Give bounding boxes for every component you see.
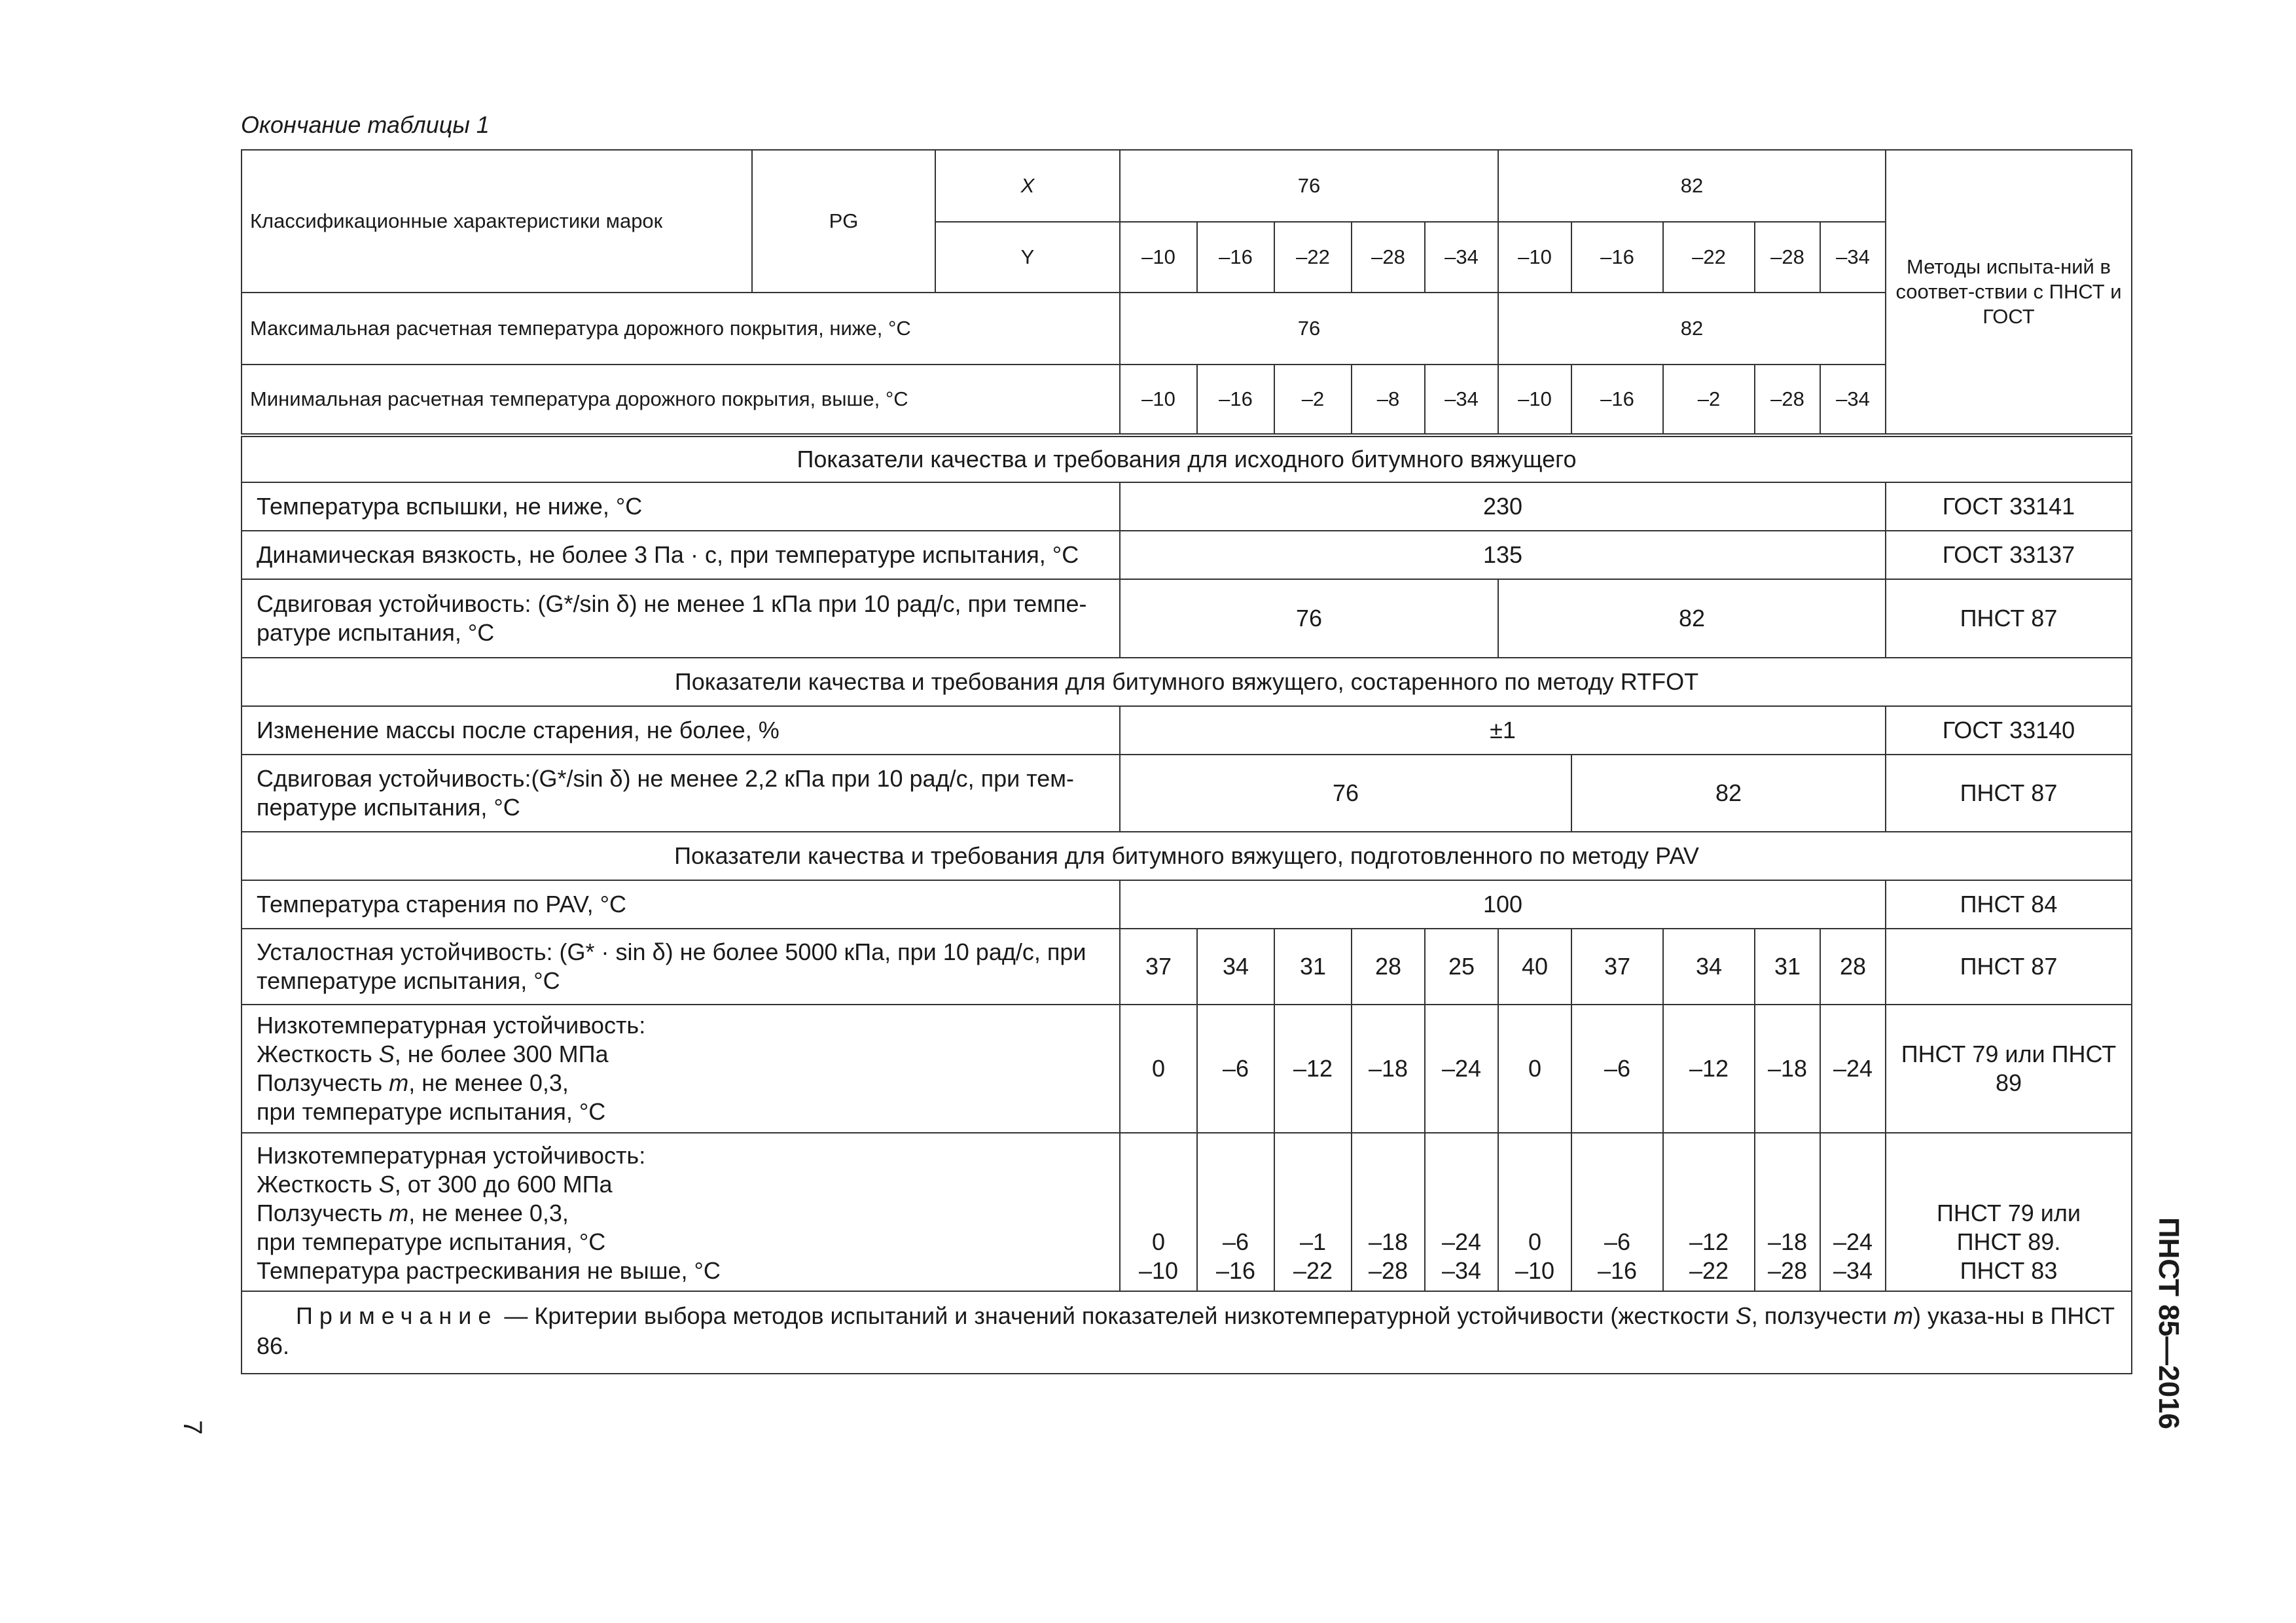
lowtemp1-value: –24 bbox=[1820, 1005, 1886, 1133]
lowtemp2-line bbox=[257, 1199, 1111, 1228]
shear1-value-82: 82 bbox=[1498, 579, 1886, 658]
max-temp-label: Максимальная расчетная температура дорожного покрытия, ниже, °C bbox=[242, 293, 1120, 365]
lowtemp2-value-top: –6 bbox=[1604, 1228, 1631, 1255]
y-value-cell: –16 bbox=[1197, 222, 1274, 293]
note-symbol-s: S bbox=[1735, 1302, 1751, 1329]
lowtemp1-value: –12 bbox=[1274, 1005, 1352, 1133]
section-title-pav: Показатели качества и требования для битумного вяжущего, подготовленного по методу PAV bbox=[242, 832, 2132, 880]
min-temp-value: –28 bbox=[1755, 365, 1820, 435]
mass-label: Изменение массы после старения, не более, % bbox=[242, 706, 1120, 755]
lowtemp2-value-cell bbox=[1274, 1133, 1352, 1291]
methods-header-cell: Методы испыта-ний в соответ-ствии с ПНСТ и ГОСТ bbox=[1886, 150, 2132, 435]
lowtemp2-method bbox=[1886, 1133, 2132, 1291]
min-temp-value: –2 bbox=[1274, 365, 1352, 435]
lowtemp2-value-top: 0 bbox=[1528, 1228, 1542, 1255]
lowtemp2-text: Жесткость bbox=[257, 1171, 379, 1198]
min-temp-value: –10 bbox=[1498, 365, 1571, 435]
lowtemp1-value: 0 bbox=[1120, 1005, 1197, 1133]
pav-temp-row bbox=[242, 880, 2132, 929]
lowtemp2-value-cell bbox=[1498, 1133, 1571, 1291]
fatigue-value: 28 bbox=[1820, 929, 1886, 1005]
shear1-method: ПНСТ 87 bbox=[1886, 579, 2132, 658]
fatigue-value: 31 bbox=[1274, 929, 1352, 1005]
max-temp-76: 76 bbox=[1120, 293, 1498, 365]
flash-value: 230 bbox=[1120, 482, 1886, 531]
lowtemp1-value: –6 bbox=[1197, 1005, 1274, 1133]
lowtemp2-symbol-m: m bbox=[389, 1200, 409, 1226]
lowtemp1-line: при температуре испытания, °C bbox=[257, 1098, 606, 1125]
shear2-label: Сдвиговая устойчивость:(G*/sin δ) не менее 2,2 кПа при 10 рад/с, при тем-пературе испытания, °C bbox=[242, 755, 1120, 832]
lowtemp2-value-cell bbox=[1571, 1133, 1663, 1291]
lowtemp1-symbol-s: S bbox=[378, 1041, 395, 1067]
x-value-76: 76 bbox=[1120, 150, 1498, 222]
fatigue-value: 34 bbox=[1197, 929, 1274, 1005]
note-symbol-m: m bbox=[1893, 1302, 1913, 1329]
section-title-rtfot: Показатели качества и требования для битумного вяжущего, состаренного по методу RTFOT bbox=[242, 658, 2132, 706]
note-row bbox=[242, 1291, 2132, 1374]
lowtemp2-line bbox=[257, 1170, 1111, 1199]
fatigue-value: 25 bbox=[1425, 929, 1498, 1005]
lowtemp1-text: , не более 300 МПа bbox=[394, 1041, 609, 1067]
viscosity-row bbox=[242, 531, 2132, 579]
fatigue-label: Усталостная устойчивость: (G* · sin δ) не более 5000 кПа, при 10 рад/с, при температуре испытания, °C bbox=[242, 929, 1120, 1005]
class-label-cell: Классификационные характеристики марок bbox=[242, 150, 752, 293]
y-value-cell: –10 bbox=[1498, 222, 1571, 293]
viscosity-label: Динамическая вязкость, не более 3 Па · с, при температуре испытания, °C bbox=[242, 531, 1120, 579]
lowtemp2-line: Низкотемпературная устойчивость: bbox=[257, 1142, 646, 1169]
lowtemp2-row bbox=[242, 1133, 2132, 1291]
lowtemp2-text: , от 300 до 600 МПа bbox=[394, 1171, 613, 1198]
lowtemp2-value-cell bbox=[1352, 1133, 1425, 1291]
lowtemp2-value-bottom: –22 bbox=[1293, 1257, 1333, 1284]
fatigue-value: 34 bbox=[1663, 929, 1755, 1005]
fatigue-row bbox=[242, 929, 2132, 1005]
min-temp-value: –10 bbox=[1120, 365, 1197, 435]
note-label: Примечание bbox=[296, 1302, 498, 1329]
mass-value: ±1 bbox=[1120, 706, 1886, 755]
lowtemp1-value: –18 bbox=[1352, 1005, 1425, 1133]
y-value-cell: –22 bbox=[1663, 222, 1755, 293]
lowtemp2-value-bottom: –10 bbox=[1515, 1257, 1555, 1284]
section-row-original bbox=[242, 435, 2132, 482]
shear2-value-76: 76 bbox=[1120, 755, 1571, 832]
lowtemp1-line: Низкотемпературная устойчивость: bbox=[257, 1012, 646, 1039]
lowtemp2-value-top: 0 bbox=[1151, 1228, 1166, 1255]
lowtemp1-label bbox=[242, 1005, 1120, 1133]
lowtemp1-value: –6 bbox=[1571, 1005, 1663, 1133]
flash-row bbox=[242, 482, 2132, 531]
lowtemp2-value-top: –18 bbox=[1767, 1228, 1808, 1255]
lowtemp2-value-bottom: –28 bbox=[1368, 1257, 1408, 1284]
y-value-cell: –16 bbox=[1571, 222, 1663, 293]
lowtemp1-value: –18 bbox=[1755, 1005, 1820, 1133]
lowtemp2-value-bottom: –34 bbox=[1441, 1257, 1482, 1284]
y-label-cell: Y bbox=[935, 222, 1120, 293]
x-value-82: 82 bbox=[1498, 150, 1886, 222]
note-text-end: ) указа-ны в ПНСТ 86. bbox=[257, 1302, 2115, 1359]
viscosity-method: ГОСТ 33137 bbox=[1886, 531, 2132, 579]
fatigue-value: 28 bbox=[1352, 929, 1425, 1005]
pg-cell: PG bbox=[752, 150, 935, 293]
lowtemp2-value-bottom: –16 bbox=[1215, 1257, 1256, 1284]
lowtemp2-text: Ползучесть bbox=[257, 1200, 389, 1226]
lowtemp1-method: ПНСТ 79 или ПНСТ 89 bbox=[1886, 1005, 2132, 1133]
section-row-pav bbox=[242, 832, 2132, 880]
min-temp-value: –34 bbox=[1820, 365, 1886, 435]
min-temp-value: –8 bbox=[1352, 365, 1425, 435]
lowtemp1-text: Жесткость bbox=[257, 1041, 379, 1067]
lowtemp2-value-bottom: –16 bbox=[1597, 1257, 1638, 1284]
lowtemp2-value-top: –24 bbox=[1441, 1228, 1482, 1255]
pav-temp-label: Температура старения по PAV, °C bbox=[242, 880, 1120, 929]
viscosity-value: 135 bbox=[1120, 531, 1886, 579]
lowtemp2-method-line: ПНСТ 83 bbox=[1960, 1257, 2058, 1284]
note-text-mid: , ползучести bbox=[1751, 1302, 1893, 1329]
flash-method: ГОСТ 33141 bbox=[1886, 482, 2132, 531]
flash-label: Температура вспышки, не ниже, °C bbox=[242, 482, 1120, 531]
min-temp-value: –16 bbox=[1197, 365, 1274, 435]
lowtemp1-line bbox=[257, 1040, 1111, 1069]
note-text: — Критерии выбора методов испытаний и значений показателей низкотемпературной устойчивости (жесткости bbox=[497, 1302, 1736, 1329]
shear2-value-82: 82 bbox=[1571, 755, 1886, 832]
document-code: ПНСТ 85—2016 bbox=[2153, 1217, 2185, 1430]
lowtemp1-line bbox=[257, 1069, 1111, 1097]
lowtemp2-value-top: –1 bbox=[1299, 1228, 1327, 1255]
section-title-original: Показатели качества и требования для исходного битумного вяжущего bbox=[242, 435, 2132, 482]
lowtemp2-value-top: –6 bbox=[1222, 1228, 1249, 1255]
lowtemp1-value: 0 bbox=[1498, 1005, 1571, 1133]
lowtemp1-value: –24 bbox=[1425, 1005, 1498, 1133]
mass-row bbox=[242, 706, 2132, 755]
lowtemp2-value-bottom: –28 bbox=[1767, 1257, 1808, 1284]
shear2-method: ПНСТ 87 bbox=[1886, 755, 2132, 832]
fatigue-value: 37 bbox=[1120, 929, 1197, 1005]
lowtemp2-line: Температура растрескивания не выше, °C bbox=[257, 1257, 721, 1284]
min-temp-value: –2 bbox=[1663, 365, 1755, 435]
y-value-cell: –28 bbox=[1352, 222, 1425, 293]
pav-temp-value: 100 bbox=[1120, 880, 1886, 929]
min-temp-value: –16 bbox=[1571, 365, 1663, 435]
lowtemp2-method-line: ПНСТ 79 или bbox=[1937, 1200, 2081, 1226]
lowtemp2-line: при температуре испытания, °C bbox=[257, 1228, 606, 1255]
shear1-value-76: 76 bbox=[1120, 579, 1498, 658]
lowtemp1-value: –12 bbox=[1663, 1005, 1755, 1133]
max-temp-82: 82 bbox=[1498, 293, 1886, 365]
shear1-row bbox=[242, 579, 2132, 658]
fatigue-value: 40 bbox=[1498, 929, 1571, 1005]
lowtemp2-value-bottom: –22 bbox=[1689, 1257, 1729, 1284]
max-temp-row bbox=[242, 293, 2132, 365]
fatigue-value: 37 bbox=[1571, 929, 1663, 1005]
lowtemp2-value-bottom: –10 bbox=[1138, 1257, 1179, 1284]
lowtemp2-value-top: –12 bbox=[1689, 1228, 1729, 1255]
y-value-cell: –34 bbox=[1425, 222, 1498, 293]
lowtemp2-value-cell bbox=[1663, 1133, 1755, 1291]
lowtemp2-value-top: –24 bbox=[1833, 1228, 1873, 1255]
lowtemp1-text: , не менее 0,3, bbox=[408, 1069, 569, 1096]
table-note bbox=[242, 1291, 2132, 1374]
lowtemp2-value-cell bbox=[1197, 1133, 1274, 1291]
lowtemp2-value-cell bbox=[1425, 1133, 1498, 1291]
lowtemp2-label bbox=[242, 1133, 1120, 1291]
lowtemp1-symbol-m: m bbox=[389, 1069, 409, 1096]
lowtemp2-value-bottom: –34 bbox=[1833, 1257, 1873, 1284]
fatigue-value: 31 bbox=[1755, 929, 1820, 1005]
page-number: 7 bbox=[178, 1420, 207, 1435]
lowtemp2-value-cell bbox=[1120, 1133, 1197, 1291]
mass-method: ГОСТ 33140 bbox=[1886, 706, 2132, 755]
table-caption: Окончание таблицы 1 bbox=[241, 111, 490, 138]
min-temp-row bbox=[242, 365, 2132, 435]
y-value-cell: –10 bbox=[1120, 222, 1197, 293]
shear2-row bbox=[242, 755, 2132, 832]
specification-table bbox=[241, 149, 2132, 1374]
fatigue-method: ПНСТ 87 bbox=[1886, 929, 2132, 1005]
lowtemp2-method-line: ПНСТ 89. bbox=[1956, 1228, 2061, 1255]
pav-temp-method: ПНСТ 84 bbox=[1886, 880, 2132, 929]
min-temp-label: Минимальная расчетная температура дорожного покрытия, выше, °C bbox=[242, 365, 1120, 435]
y-value-cell: –34 bbox=[1820, 222, 1886, 293]
lowtemp2-value-cell bbox=[1755, 1133, 1820, 1291]
header-row-x bbox=[242, 150, 2132, 222]
y-value-cell: –22 bbox=[1274, 222, 1352, 293]
lowtemp1-row bbox=[242, 1005, 2132, 1133]
lowtemp2-value-cell bbox=[1820, 1133, 1886, 1291]
lowtemp2-value-top: –18 bbox=[1368, 1228, 1408, 1255]
y-value-cell: –28 bbox=[1755, 222, 1820, 293]
lowtemp2-text: , не менее 0,3, bbox=[408, 1200, 569, 1226]
shear1-label: Сдвиговая устойчивость: (G*/sin δ) не менее 1 кПа при 10 рад/с, при темпе-ратуре испытания, °C bbox=[242, 579, 1120, 658]
lowtemp1-text: Ползучесть bbox=[257, 1069, 389, 1096]
section-row-rtfot bbox=[242, 658, 2132, 706]
min-temp-value: –34 bbox=[1425, 365, 1498, 435]
x-label-cell: X bbox=[935, 150, 1120, 222]
lowtemp2-symbol-s: S bbox=[378, 1171, 395, 1198]
